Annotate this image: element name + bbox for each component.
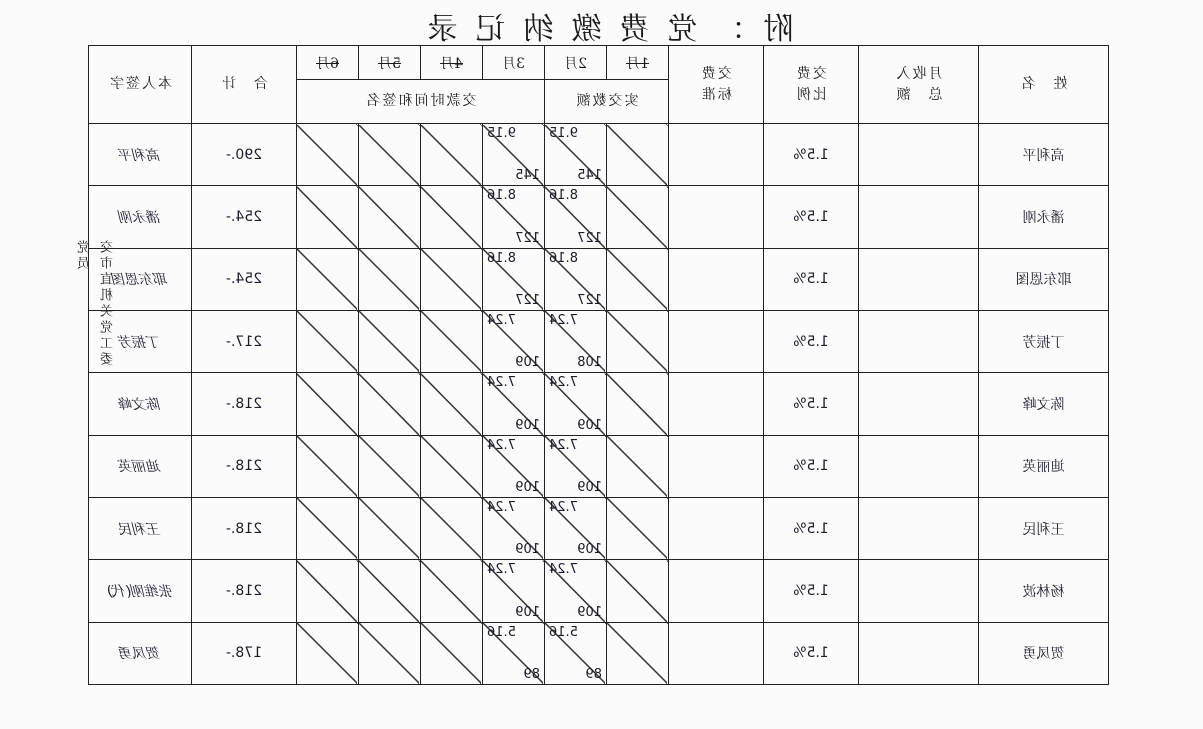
signature-cell: 高利平	[89, 124, 192, 186]
paid-amount: 89	[523, 667, 540, 682]
paid-amount: 127	[515, 292, 540, 308]
month-3-cell	[483, 310, 545, 372]
paid-amount: 109	[515, 604, 540, 620]
member-name: 杨林波	[979, 560, 1109, 622]
paid-amount: 145	[515, 168, 540, 184]
table-row	[89, 560, 1109, 622]
member-name: 耶东恩图	[979, 248, 1109, 310]
month-6-cell	[297, 248, 359, 310]
month-5-cell	[359, 435, 421, 497]
document-title: 附：党费缴纳记录	[409, 12, 794, 47]
paid-date: 8.16	[549, 188, 578, 204]
member-name: 王利民	[979, 497, 1109, 559]
month-2-cell	[545, 497, 607, 559]
month-4-cell	[421, 497, 483, 559]
header-month-5: 5月	[359, 46, 421, 80]
ratio-cell: 1.5%	[764, 373, 859, 435]
paid-date: 7.24	[549, 499, 578, 515]
paid-date: 7.24	[487, 312, 516, 328]
signature-cell: 迪丽英	[89, 435, 192, 497]
month-3-cell	[483, 124, 545, 186]
month-2-cell	[545, 435, 607, 497]
paid-amount: 127	[577, 292, 602, 308]
standard-cell	[669, 310, 764, 372]
month-1-cell	[607, 560, 669, 622]
header-paid-amount: 实交数额	[545, 80, 669, 124]
ratio-cell: 1.5%	[764, 124, 859, 186]
month-3-cell	[483, 186, 545, 248]
income-cell	[859, 124, 979, 186]
paid-date: 7.24	[549, 562, 578, 578]
month-3-cell	[483, 373, 545, 435]
month-3-cell	[483, 435, 545, 497]
standard-cell	[669, 124, 764, 186]
month-1-cell	[607, 435, 669, 497]
month-5-cell	[359, 497, 421, 559]
header-month-4: 4月	[421, 46, 483, 80]
ratio-cell: 1.5%	[764, 497, 859, 559]
month-6-cell	[297, 622, 359, 684]
standard-cell	[669, 497, 764, 559]
standard-cell	[669, 248, 764, 310]
income-cell	[859, 560, 979, 622]
month-3-cell	[483, 560, 545, 622]
header-name: 姓 名	[979, 46, 1109, 124]
signature-cell: 丁振芳	[89, 310, 192, 372]
header-standard: 交费 标准	[669, 46, 764, 124]
paid-date: 8.16	[487, 188, 516, 204]
total-cell: 218.-	[192, 497, 297, 559]
table-row	[89, 622, 1109, 684]
paid-amount: 108	[577, 355, 602, 371]
paid-date: 5.16	[549, 624, 578, 640]
ratio-cell: 1.5%	[764, 248, 859, 310]
paid-date: 7.24	[487, 562, 516, 578]
paid-amount: 145	[577, 168, 602, 184]
total-cell: 218.-	[192, 373, 297, 435]
ratio-cell: 1.5%	[764, 622, 859, 684]
month-3-cell	[483, 497, 545, 559]
month-3-cell	[483, 622, 545, 684]
standard-cell	[669, 560, 764, 622]
paid-amount: 89	[585, 667, 602, 682]
total-cell: 218.-	[192, 560, 297, 622]
signature-cell: 陈文峰	[89, 373, 192, 435]
month-2-cell	[545, 186, 607, 248]
paid-amount: 109	[515, 355, 540, 371]
total-cell: 254.-	[192, 186, 297, 248]
table-row	[89, 248, 1109, 310]
ratio-cell: 1.5%	[764, 186, 859, 248]
month-1-cell	[607, 373, 669, 435]
signature-cell: 潘永刚	[89, 186, 192, 248]
signature-cell: 耶东恩图	[89, 248, 192, 310]
month-4-cell	[421, 560, 483, 622]
month-5-cell	[359, 248, 421, 310]
table-row	[89, 186, 1109, 248]
standard-cell	[669, 435, 764, 497]
month-6-cell	[297, 560, 359, 622]
month-6-cell	[297, 310, 359, 372]
month-1-cell	[607, 248, 669, 310]
total-cell: 290.-	[192, 124, 297, 186]
table-row	[89, 497, 1109, 559]
ratio-cell: 1.5%	[764, 310, 859, 372]
paid-date: 5.16	[487, 624, 516, 640]
paid-amount: 127	[515, 230, 540, 246]
ratio-cell: 1.5%	[764, 435, 859, 497]
signature-cell: 贺凤勇	[89, 622, 192, 684]
member-name: 丁振芳	[979, 310, 1109, 372]
member-name: 迪丽英	[979, 435, 1109, 497]
paid-date: 8.16	[487, 250, 516, 266]
total-cell: 217.-	[192, 310, 297, 372]
paid-amount: 109	[515, 417, 540, 433]
month-6-cell	[297, 497, 359, 559]
total-cell: 178.-	[192, 622, 297, 684]
header-row-months	[89, 46, 1109, 80]
month-5-cell	[359, 310, 421, 372]
month-6-cell	[297, 373, 359, 435]
member-name: 高利平	[979, 124, 1109, 186]
month-2-cell	[545, 248, 607, 310]
income-cell	[859, 186, 979, 248]
header-month-2: 2月	[545, 46, 607, 80]
month-6-cell	[297, 186, 359, 248]
header-month-1: 1月	[607, 46, 669, 80]
month-1-cell	[607, 622, 669, 684]
paid-date: 7.24	[549, 312, 578, 328]
month-4-cell	[421, 124, 483, 186]
income-cell	[859, 248, 979, 310]
header-signature: 本人签字	[89, 46, 192, 124]
month-2-cell	[545, 373, 607, 435]
income-cell	[859, 622, 979, 684]
paid-amount: 109	[577, 479, 602, 495]
month-2-cell	[545, 560, 607, 622]
month-3-cell	[483, 248, 545, 310]
month-4-cell	[421, 248, 483, 310]
paid-amount: 109	[577, 542, 602, 558]
total-cell: 254.-	[192, 248, 297, 310]
signature-cell: 张维刚(代)	[89, 560, 192, 622]
month-2-cell	[545, 310, 607, 372]
paid-date: 7.24	[487, 375, 516, 391]
table-row	[89, 124, 1109, 186]
table-row	[89, 310, 1109, 372]
month-6-cell	[297, 124, 359, 186]
paid-date: 7.24	[487, 499, 516, 515]
paid-date: 7.24	[549, 375, 578, 391]
standard-cell	[669, 186, 764, 248]
member-name: 陈文峰	[979, 373, 1109, 435]
header-month-6: 6月	[297, 46, 359, 80]
paid-date: 8.16	[549, 250, 578, 266]
paid-amount: 109	[515, 542, 540, 558]
month-4-cell	[421, 310, 483, 372]
month-4-cell	[421, 186, 483, 248]
header-income: 月收入 总 额	[859, 46, 979, 124]
month-4-cell	[421, 622, 483, 684]
paid-amount: 109	[515, 479, 540, 495]
side-note-line-2: 党员	[78, 240, 93, 272]
month-4-cell	[421, 373, 483, 435]
month-2-cell	[545, 622, 607, 684]
month-5-cell	[359, 560, 421, 622]
header-time-sign: 交款时间和签名	[297, 80, 545, 124]
paid-date: 7.24	[487, 437, 516, 453]
paid-amount: 109	[577, 417, 602, 433]
header-month-3: 3月	[483, 46, 545, 80]
month-5-cell	[359, 373, 421, 435]
income-cell	[859, 497, 979, 559]
paid-amount: 109	[577, 604, 602, 620]
month-1-cell	[607, 310, 669, 372]
standard-cell	[669, 622, 764, 684]
standard-cell	[669, 373, 764, 435]
month-5-cell	[359, 124, 421, 186]
side-note-line-1: 交市直机关党工委	[101, 240, 116, 368]
table-row	[89, 373, 1109, 435]
signature-cell: 王利民	[89, 497, 192, 559]
month-5-cell	[359, 622, 421, 684]
header-total: 合 计	[192, 46, 297, 124]
ratio-cell: 1.5%	[764, 560, 859, 622]
month-1-cell	[607, 497, 669, 559]
paid-date: 9.15	[487, 126, 516, 141]
income-cell	[859, 435, 979, 497]
member-name: 贺凤勇	[979, 622, 1109, 684]
paid-date: 9.15	[549, 126, 578, 141]
month-2-cell	[545, 124, 607, 186]
month-1-cell	[607, 186, 669, 248]
month-4-cell	[421, 435, 483, 497]
table-row	[89, 435, 1109, 497]
paid-date: 7.24	[549, 437, 578, 453]
dues-record-table	[88, 45, 1109, 685]
month-6-cell	[297, 435, 359, 497]
month-1-cell	[607, 124, 669, 186]
header-ratio: 交费 比例	[764, 46, 859, 124]
total-cell: 218.-	[192, 435, 297, 497]
member-name: 潘永刚	[979, 186, 1109, 248]
income-cell	[859, 310, 979, 372]
paid-amount: 127	[577, 230, 602, 246]
month-5-cell	[359, 186, 421, 248]
income-cell	[859, 373, 979, 435]
